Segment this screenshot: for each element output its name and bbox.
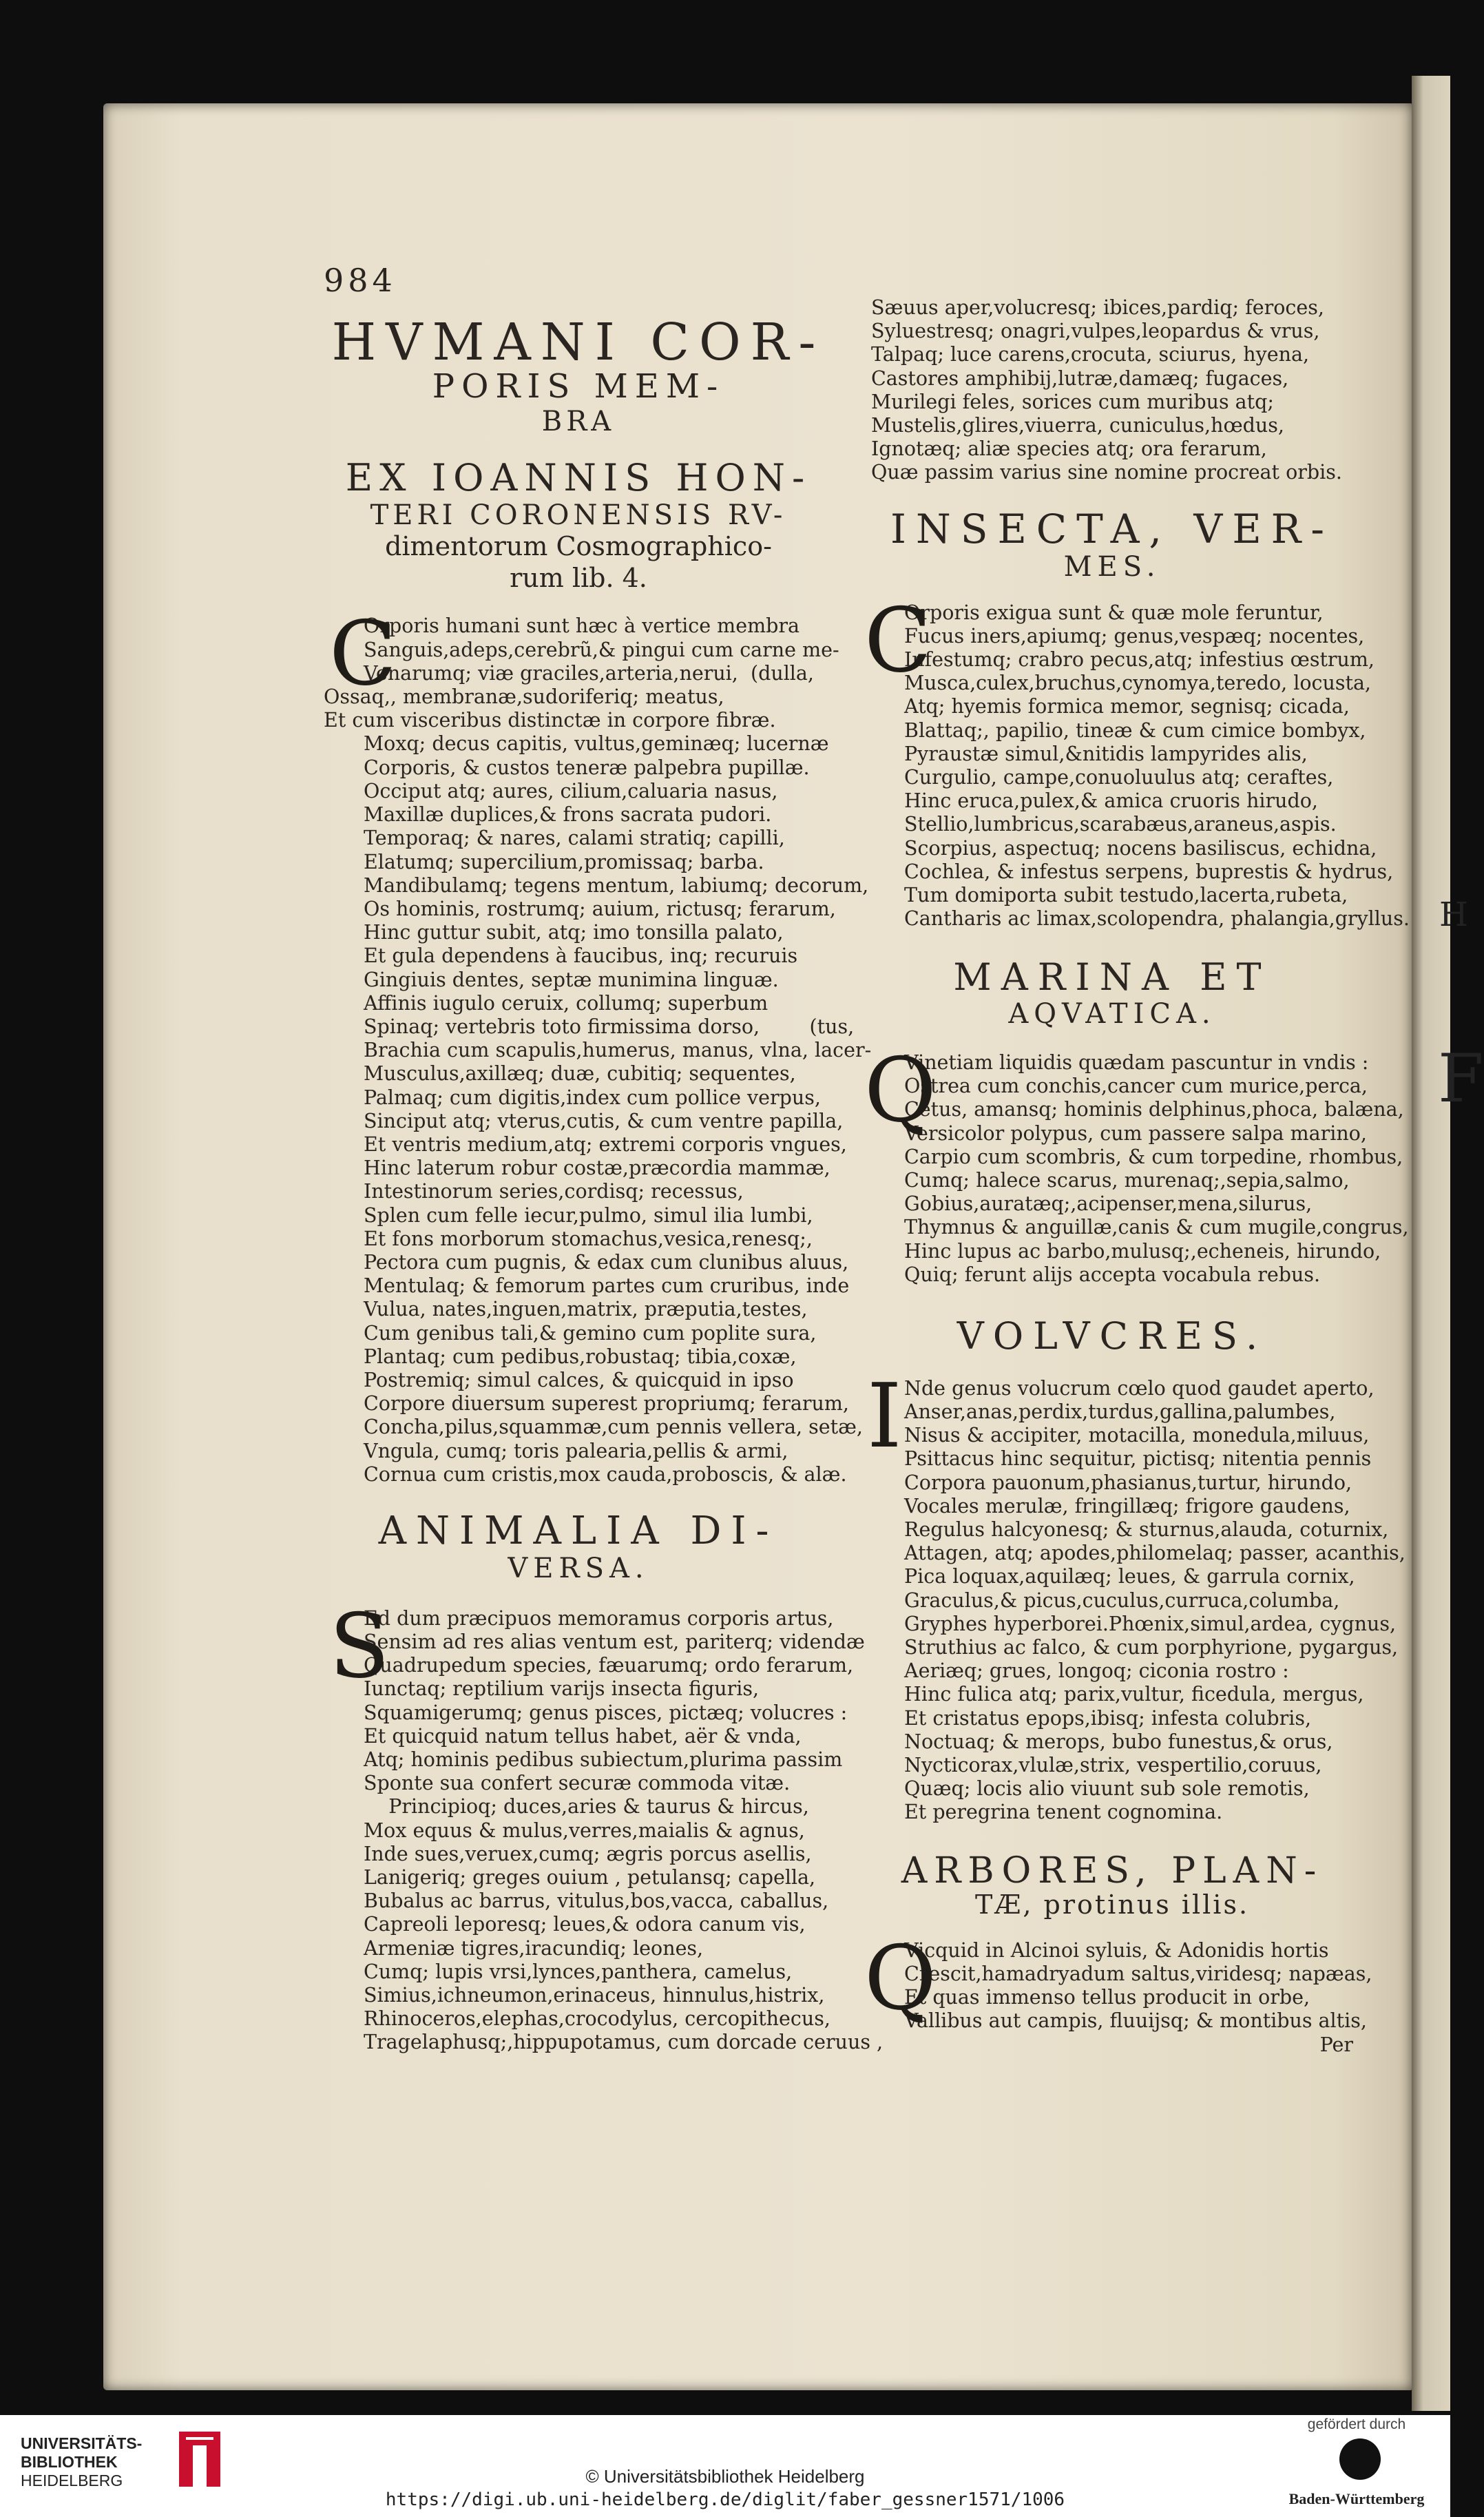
verse: Regulus halcyonesq; & sturnus,alauda, coturnix, bbox=[904, 1518, 1389, 1541]
verse: Ed dum præcipuos memoramus corporis artus, bbox=[364, 1606, 834, 1630]
verse: Psittacus hinc sequitur, pictisq; nitentia pennis bbox=[904, 1447, 1372, 1471]
verse: Iunctaq; reptilium varijs insecta figuris, bbox=[364, 1677, 760, 1701]
body-marina bbox=[864, 1039, 1409, 1287]
verse: Vallibus aut campis, fluuijsq; & montibus altis, bbox=[904, 2009, 1367, 2033]
verse: Stellio,lumbricus,scarabæus,araneus,aspis. bbox=[904, 813, 1337, 836]
drop-cap: S bbox=[329, 1595, 390, 1698]
verse: Moxq; decus capitis, vultus,geminæq; lucernæ bbox=[364, 732, 829, 756]
verse: Thymnus & anguillæ,canis & cum mugile,congrus, bbox=[904, 1216, 1409, 1239]
section-title-marina-1: MARINA ET bbox=[953, 955, 1271, 999]
section-title-arbores: ARBORES, PLAN- bbox=[901, 1850, 1324, 1892]
verse: Sinciput atq; vterus,cutis, & cum ventre papilla, bbox=[364, 1109, 844, 1132]
verse: Sponte sua confert securæ commoda vitæ. bbox=[364, 1772, 791, 1795]
next-page-fragment-2: F bbox=[1438, 1040, 1484, 1117]
verse: Aeriæq; grues, longoq; ciconia rostro : bbox=[904, 1659, 1289, 1683]
sponsor-label: gefördert durch bbox=[1307, 2416, 1406, 2432]
verse: Syluestresq; onagri,vulpes,leopardus & vrus, bbox=[871, 320, 1320, 343]
verse: Nycticorax,vlulæ,strix, vespertilio,coruus, bbox=[904, 1754, 1322, 1777]
verse: Armeniæ tigres,iracundiq; leones, bbox=[364, 1936, 704, 1960]
body-intro bbox=[864, 296, 1360, 485]
verse: Gobius,auratæq;,acipenser,mena,silurus, bbox=[904, 1192, 1313, 1216]
verse: Intestinorum series,cordisq; recessus, bbox=[364, 1180, 744, 1203]
body-arbores bbox=[864, 1927, 1372, 2057]
verse: Blattaq;, papilio, tineæ & cum cimice bombyx, bbox=[904, 718, 1366, 742]
verse: Vinetiam liquidis quædam pascuntur in vndis : bbox=[904, 1051, 1369, 1075]
verse: Gingiuis dentes, septæ munimina linguæ. bbox=[364, 968, 779, 991]
verse: Ignotæq; aliæ species atq; ora ferarum, bbox=[871, 437, 1267, 461]
title-line-3: BRA bbox=[541, 406, 616, 438]
verse: Orporis humani sunt hæc à vertice membra bbox=[364, 614, 800, 638]
verse: Capreoli leporesq; leues,& odora canum vis, bbox=[364, 1913, 806, 1936]
verse: Simius,ichneumon,erinaceus, hinnulus,histrix, bbox=[364, 1984, 825, 2007]
verse: Murilegi feles, sorices cum muribus atq; bbox=[871, 390, 1274, 413]
section-title-marina-2: AQVATICA. bbox=[1008, 998, 1216, 1030]
verse: Crescit,hamadryadum saltus,viridesq; napæas, bbox=[904, 1962, 1372, 1986]
verse: Nisus & accipiter, motacilla, monedula,miluus, bbox=[904, 1424, 1370, 1447]
verse: Hinc lupus ac barbo,mulusq;,echeneis, hirundo, bbox=[904, 1239, 1381, 1263]
verse: Palmaq; cum digitis,index cum pollice verpus, bbox=[364, 1086, 821, 1109]
verse: Carpio cum scombris, & cum torpedine, rhombus, bbox=[904, 1145, 1403, 1168]
section-subtitle-arbores: TÆ, protinus illis. bbox=[974, 1889, 1250, 1920]
verse: Vicquid in Alcinoi syluis, & Adonidis hortis bbox=[904, 1938, 1329, 1962]
subtitle-line-3: dimentorum Cosmographico- bbox=[385, 531, 772, 562]
verse: Affinis iugulo ceruix, collumq; superbum bbox=[364, 991, 769, 1015]
verse: Mox equus & mulus,verres,maialis & agnus, bbox=[364, 1819, 805, 1842]
body-humani bbox=[324, 603, 872, 1487]
verse: Os hominis, rostrumq; auium, rictusq; ferarum, bbox=[364, 897, 836, 920]
verse: Pectora cum pugnis, & edax cum clunibus aluus, bbox=[364, 1250, 849, 1274]
verse: Atq; hyemis formica memor, segnisq; cicada, bbox=[904, 695, 1350, 718]
verse: Musculus,axillæq; duæ, cubitiq; sequentes, bbox=[364, 1062, 796, 1086]
verse: Orporis exigua sunt & quæ mole feruntur, bbox=[904, 601, 1324, 624]
verse: Sæuus aper,volucresq; ibices,pardiq; feroces, bbox=[871, 296, 1324, 319]
title-line-2: PORIS MEM- bbox=[432, 367, 725, 406]
verse: Attagen, atq; apodes,philomelaq; passer, acanthis, bbox=[904, 1542, 1405, 1565]
drop-cap: C bbox=[864, 589, 932, 692]
verse: Rhinoceros,elephas,crocodylus, cercopithecus, bbox=[364, 2007, 830, 2031]
verse: Et cum visceribus distinctæ in corpore fibræ. bbox=[324, 709, 776, 732]
subtitle-line-2: TERI CORONENSIS RV- bbox=[370, 499, 787, 532]
subtitle-line-4: rum lib. 4. bbox=[510, 562, 647, 593]
verse: Venarumq; viæ graciles,arteria,nerui, (dulla, bbox=[364, 661, 814, 685]
verse: Pica loquax,aquilæq; leues, & garrula cornix, bbox=[904, 1565, 1355, 1588]
verse: Tum domiporta subit testudo,lacerta,rubeta, bbox=[904, 883, 1348, 907]
copyright-notice: © Universitätsbibliothek Heidelberg bbox=[585, 2466, 865, 2487]
verse: Temporaq; & nares, calami stratiq; capilli, bbox=[364, 827, 785, 850]
verse: Sanguis,adeps,cerebrũ,& pingui cum carne me- bbox=[364, 638, 839, 661]
verse: Et cristatus epops,ibisq; infesta colubris, bbox=[904, 1706, 1312, 1730]
verse: Cumq; halece scarus, murenaq;,sepia,salmo, bbox=[904, 1169, 1350, 1192]
library-line-2: BIBLIOTHEK bbox=[21, 2453, 118, 2471]
verse: Cumq; lupis vrsi,lynces,panthera, camelus, bbox=[364, 1960, 793, 1983]
verse: Curgulio, campe,conuoluulus atq; ceraftes, bbox=[904, 765, 1334, 789]
page-number: 984 bbox=[324, 262, 397, 299]
verse: Tragelaphusq;,hippupotamus, cum dorcade ceruus , bbox=[364, 2031, 884, 2054]
verse: Quiq; ferunt alijs accepta vocabula rebus. bbox=[904, 1263, 1321, 1286]
verse: Quæq; locis alio viuunt sub sole remotis, bbox=[904, 1777, 1310, 1801]
verse: Splen cum felle iecur,pulmo, simul ilia lumbi, bbox=[364, 1203, 813, 1227]
verse: Lanigeriq; greges ouium , petulansq; capella, bbox=[364, 1866, 816, 1889]
verse: Concha,pilus,squammæ,cum pennis vellera, setæ, bbox=[364, 1416, 863, 1439]
verse: Et quicquid natum tellus habet, aër & vnda, bbox=[364, 1724, 802, 1748]
verse: Struthius ac falco, & cum porphyrione, pygargus, bbox=[904, 1636, 1399, 1659]
verse: Infestumq; crabro pecus,atq; infestius œstrum, bbox=[904, 648, 1375, 671]
verse: Et quas immenso tellus producit in orbe, bbox=[904, 1986, 1310, 2009]
title-line-1: HVMANI COR- bbox=[331, 313, 826, 372]
verse: Hinc eruca,pulex,& amica cruoris hirudo, bbox=[904, 789, 1318, 813]
verse: Scorpius, aspectuq; nocens basiliscus, echidna, bbox=[904, 836, 1377, 860]
verse: Noctuaq; & merops, bubo funestus,& orus, bbox=[904, 1730, 1333, 1753]
verse: Anser,anas,perdix,turdus,gallina,palumbes, bbox=[904, 1400, 1336, 1423]
verse: Talpaq; luce carens,crocuta, sciurus, hyena, bbox=[871, 343, 1310, 366]
verse: Hinc fulica atq; parix,vultur, ficedula, mergus, bbox=[904, 1683, 1364, 1706]
verse: Graculus,& picus,cuculus,curruca,columba, bbox=[904, 1588, 1340, 1612]
next-page-fragment-1: H bbox=[1439, 895, 1468, 934]
verse: Fucus iners,apiumq; genus,vespæq; nocentes, bbox=[904, 624, 1365, 648]
verse: Et gula dependens à faucibus, inq; recuruis bbox=[364, 944, 798, 968]
verse: Et ventris medium,atq; extremi corporis vngues, bbox=[364, 1132, 847, 1156]
verse: Cetus, amansq; hominis delphinus,phoca, balæna, bbox=[904, 1098, 1404, 1121]
verse: Corpore diuersum superest propriumq; ferarum, bbox=[364, 1392, 849, 1416]
drop-cap: Q bbox=[864, 1927, 937, 2030]
verse: Ostrea cum conchis,cancer cum murice,perca, bbox=[904, 1075, 1368, 1098]
verse: Vngula, cumq; toris palearia,pellis & armi, bbox=[364, 1439, 788, 1462]
sponsor-name: Baden-Württemberg bbox=[1288, 2490, 1425, 2507]
verse: Cantharis ac limax,scolopendra, phalangia,gryllus. bbox=[904, 907, 1410, 931]
verse: Atq; hominis pedibus subiectum,plurima passim bbox=[364, 1748, 843, 1771]
section-title-insecta-2: MES. bbox=[1063, 550, 1161, 583]
body-animalia bbox=[324, 1595, 884, 2055]
verse: Ossaq,, membranæ,sudoriferiq; meatus, bbox=[324, 685, 724, 709]
catchword: Per bbox=[1319, 2033, 1353, 2056]
verse: Sensim ad res alias ventum est, pariterq; videndæ bbox=[364, 1630, 865, 1653]
verse: Squamigerumq; genus pisces, pictæq; volucres : bbox=[364, 1701, 848, 1724]
section-title-insecta-1: INSECTA, VER- bbox=[890, 505, 1334, 552]
verse: Postremiq; simul calces, & quicquid in ipso bbox=[364, 1368, 794, 1391]
verse: Cum genibus tali,& gemino cum poplite sura, bbox=[364, 1321, 817, 1345]
verse: Versicolor polypus, cum passere salpa marino, bbox=[904, 1121, 1367, 1145]
drop-cap: Q bbox=[864, 1039, 937, 1143]
verse: Mustelis,glires,viuerra, cuniculus,hœdus, bbox=[871, 414, 1284, 437]
verse: Inde sues,veruex,cumq; ægris porcus asellis, bbox=[364, 1842, 812, 1865]
verse: Gryphes hyperborei.Phœnix,simul,ardea, cygnus, bbox=[904, 1612, 1397, 1635]
right-column bbox=[864, 296, 1410, 2057]
verse: Nde genus volucrum cœlo quod gaudet aperto, bbox=[904, 1376, 1375, 1400]
permalink-url[interactable]: https://digi.ub.uni-heidelberg.de/diglit/faber_gessner1571/1006 bbox=[385, 2489, 1065, 2510]
body-insecta bbox=[864, 589, 1410, 931]
verse: Cornua cum cristis,mox cauda,proboscis, & alæ. bbox=[364, 1462, 847, 1486]
verse: Quæ passim varius sine nomine procreat orbis. bbox=[871, 461, 1342, 484]
verse: Hinc guttur subit, atq; imo tonsilla palato, bbox=[364, 921, 784, 944]
drop-cap: C bbox=[329, 603, 397, 706]
verse: Et fons morborum stomachus,vesica,renesq;, bbox=[364, 1227, 813, 1250]
verse: Brachia cum scapulis,humerus, manus, vlna, lacer- bbox=[364, 1039, 872, 1062]
baden-wuerttemberg-seal-icon bbox=[1339, 2438, 1381, 2480]
verse: Quadrupedum species, fæuarumq; ordo ferarum, bbox=[364, 1654, 854, 1677]
next-page-edge bbox=[1412, 76, 1450, 2411]
library-line-3: HEIDELBERG bbox=[21, 2472, 123, 2489]
verse: Vulua, nates,inguen,matrix, præputia,testes, bbox=[364, 1298, 808, 1321]
verse: Hinc laterum robur costæ,præcordia mammæ, bbox=[364, 1157, 830, 1180]
verse: Cochlea, & infestus serpens, buprestis & hydrus, bbox=[904, 860, 1394, 883]
drop-cap: I bbox=[867, 1365, 902, 1468]
verse: Occiput atq; aures, cilium,caluaria nasus, bbox=[364, 779, 778, 802]
body-volucres bbox=[864, 1365, 1405, 1825]
verse: Et peregrina tenent cognomina. bbox=[904, 1801, 1223, 1824]
library-line-1: UNIVERSITÄTS- bbox=[21, 2434, 143, 2452]
verse: Spinaq; vertebris toto firmissima dorso, (tus, bbox=[364, 1015, 855, 1038]
verse: Mentulaq; & femorum partes cum cruribus, inde bbox=[364, 1274, 850, 1298]
verse: Castores amphibij,lutræ,damæq; fugaces, bbox=[871, 366, 1289, 390]
verse: Mandibulamq; tegens mentum, labiumq; decorum, bbox=[364, 873, 869, 897]
verse: Elatumq; supercilium,promissaq; barba. bbox=[364, 850, 764, 873]
verse: Corpora pauonum,phasianus,turtur, hirundo, bbox=[904, 1471, 1352, 1494]
verse: Maxillæ duplices,& frons sacrata pudori. bbox=[364, 803, 772, 827]
verse: Bubalus ac barrus, vitulus,bos,vacca, caballus, bbox=[364, 1889, 829, 1913]
verse: Corporis, & custos teneræ palpebra pupillæ. bbox=[364, 756, 810, 779]
left-column bbox=[324, 313, 884, 2055]
subtitle-line-1: EX IOANNIS HON- bbox=[345, 456, 812, 500]
verse: Principioq; duces,aries & taurus & hircus, bbox=[364, 1795, 809, 1819]
section-title-animalia-1: ANIMALIA DI- bbox=[378, 1508, 779, 1553]
verse: Musca,culex,bruchus,cynomya,teredo, locusta, bbox=[904, 672, 1371, 695]
verse: Vocales merulæ, fringillæq; frigore gaudens, bbox=[904, 1494, 1350, 1518]
section-title-animalia-2: VERSA. bbox=[508, 1552, 649, 1584]
verse: Pyraustæ simul,&nitidis lampyrides alis, bbox=[904, 742, 1308, 765]
section-title-volucres: VOLVCRES. bbox=[957, 1314, 1268, 1358]
verse: Plantaq; cum pedibus,robustaq; tibia,coxæ, bbox=[364, 1345, 797, 1368]
